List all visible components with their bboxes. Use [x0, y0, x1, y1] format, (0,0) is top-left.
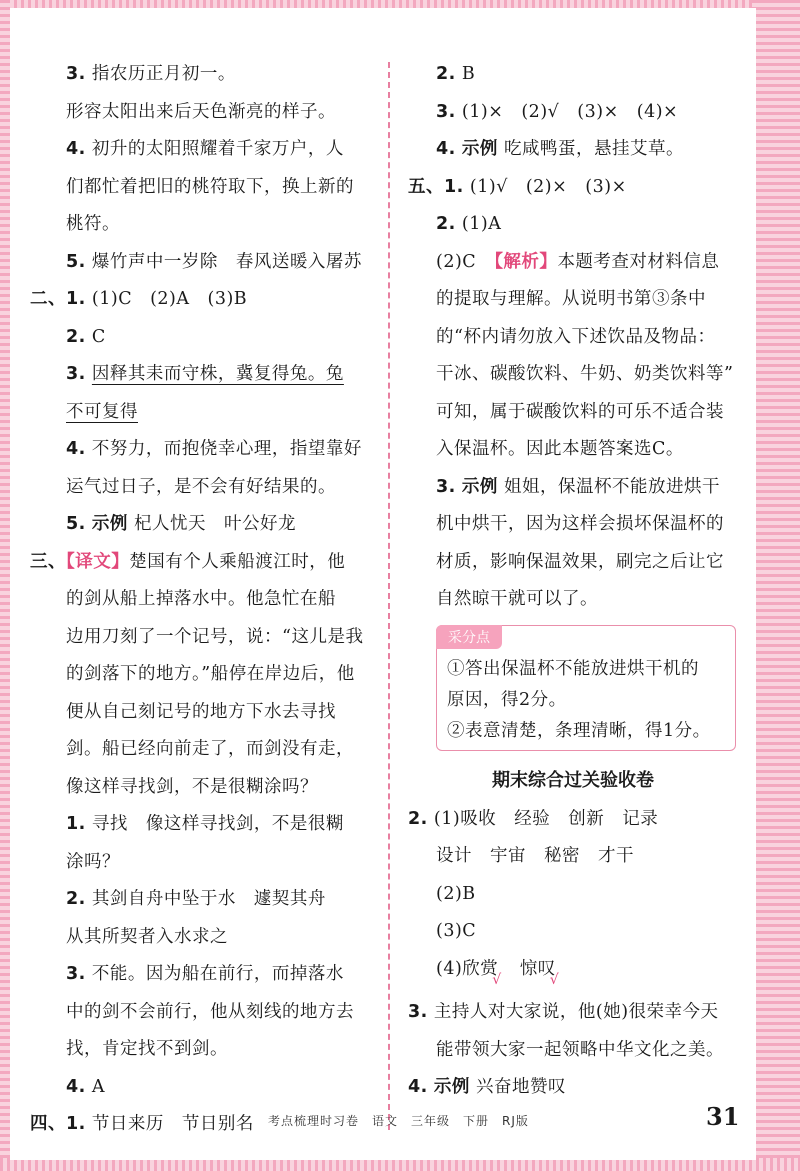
answer-line: 设计 宇宙 秘密 才干 — [436, 846, 634, 866]
answer-line: 1. 寻找 像这样寻找剑，不是很糊 — [66, 814, 344, 834]
answer-line: 干冰、碳酸饮料、牛奶、奶类饮料等” — [436, 364, 734, 384]
section-three-line: 三、【译文】楚国有个人乘船渡江时，他 — [30, 551, 346, 572]
check-mark-icon: √ — [492, 971, 502, 988]
answer-line: 入保温杯。因此本题答案选C。 — [436, 439, 684, 459]
answer-line: 4. 初升的太阳照耀着千家万户，人 — [66, 139, 344, 159]
answer-line: 2. B — [436, 64, 476, 84]
answer-line: 能带领大家一起领略中华文化之美。 — [436, 1039, 724, 1060]
answer-line: 3. 指农历正月初一。 — [66, 64, 236, 84]
answer-line: 涂吗？ — [66, 851, 120, 872]
answer-line: 3. (1)× (2)√ (3)× (4)× — [436, 101, 679, 122]
answer-line: 材质，影响保温效果，刷完之后让它 — [436, 551, 724, 572]
section-label: 二、 — [30, 289, 66, 309]
section-five-line: 五、1. (1)√ (2)× (3)× — [408, 176, 627, 197]
answer-line: 4. 示例 兴奋地赞叹 — [408, 1077, 566, 1097]
answer-line: 的“杯内请勿放入下述饮品及物品： — [436, 326, 716, 347]
answer-line: 中的剑不会前行，他从刻线的地方去 — [66, 1001, 354, 1022]
answer-line: 2. 其剑自舟中坠于水 遽契其舟 — [66, 889, 326, 909]
answer-line: 3. 因释其耒而守株，冀复得兔。兔 — [66, 364, 344, 384]
answer-line: 桃符。 — [66, 214, 120, 234]
answer-line: 5. 示例 杞人忧天 叶公好龙 — [66, 514, 296, 534]
answer-line: (4)欣赏$_√$ 惊叹$_√$ — [436, 958, 560, 988]
analysis-tag: 【解析】 — [494, 251, 558, 272]
column-divider — [388, 62, 390, 1130]
answer-line: 2. (1)吸收 经验 创新 记录 — [408, 808, 659, 829]
answer-line: 4. A — [66, 1076, 106, 1097]
section-four-line: 四、1. 节日来历 节日别名 — [30, 1114, 254, 1134]
answer-line: 找，肯定找不到剑。 — [66, 1039, 228, 1059]
answer-line: 便从自己刻记号的地方下水去寻找 — [66, 701, 336, 722]
answer-line: 2. C — [66, 326, 106, 347]
answer-line: 形容太阳出来后天色渐亮的样子。 — [66, 101, 336, 122]
answer-line: 像这样寻找剑，不是很糊涂吗？ — [66, 776, 318, 797]
answer-line: 4. 不努力，而抱侥幸心理，指望靠好 — [66, 439, 362, 459]
answer-line: 的提取与理解。从说明书第③条中 — [436, 289, 706, 309]
scoring-point: 原因，得2分。 — [447, 689, 567, 710]
answer-line: 的剑从船上掉落水中。他急忙在船 — [66, 589, 336, 609]
decorative-border-left — [0, 0, 10, 1171]
check-mark-icon: √ — [549, 971, 560, 988]
section-label: 五、 — [408, 176, 444, 197]
answer-line: 3. 不能。因为船在前行，而掉落水 — [66, 964, 344, 984]
section-title: 期末综合过关验收卷 — [492, 769, 654, 791]
answer-line: (2)C 【解析】本题考查对材料信息 — [436, 251, 720, 272]
answer-line: 从其所契者入水求之 — [66, 926, 228, 947]
answer-line: 不可复得 — [66, 401, 138, 422]
answer-line: 自然晾干就可以了。 — [436, 589, 598, 609]
answer-line: 机中烘干，因为这样会损坏保温杯的 — [436, 514, 724, 534]
answer-line: 可知，属于碳酸饮料的可乐不适合装 — [436, 401, 724, 422]
section-two-line: 二、1. (1)C (2)A (3)B — [30, 289, 248, 309]
scoring-points-box — [436, 625, 736, 751]
section-label: 四、 — [30, 1114, 66, 1134]
page-number: 31 — [706, 1102, 740, 1131]
answer-line: (2)B — [436, 883, 476, 904]
answer-line: 们都忙着把旧的桃符取下，换上新的 — [66, 176, 354, 197]
answer-line: 5. 爆竹声中一岁除 春风送暖入屠苏 — [66, 251, 362, 272]
section-label: 三、 — [30, 551, 66, 572]
answer-line: 剑。船已经向前走了，而剑没有走， — [66, 739, 354, 759]
answer-line: 2. (1)A — [436, 214, 502, 234]
answer-line: 运气过日子，是不会有好结果的。 — [66, 476, 336, 497]
scoring-points-label: 采分点 — [436, 625, 502, 649]
answer-line: 的剑落下的地方。”船停在岸边后，他 — [66, 664, 355, 684]
answer-line: 边用刀刻了一个记号，说：“这儿是我 — [66, 626, 364, 647]
scoring-point: ②表意清楚，条理清晰，得1分。 — [447, 720, 711, 741]
decorative-border-right — [752, 0, 800, 1171]
answer-line: 3. 主持人对大家说，他(她)很荣幸今天 — [408, 1002, 719, 1022]
left-column — [30, 56, 380, 1144]
page-footer: 考点梳理时习卷 语文 三年级 下册 RJ版 — [268, 1114, 529, 1128]
answer-line: 3. 示例 姐姐，保温杯不能放进烘干 — [436, 476, 720, 497]
answer-line: 4. 示例 吃咸鸭蛋，悬挂艾草。 — [436, 139, 684, 159]
translation-tag: 【译文】 — [66, 551, 130, 572]
scoring-point: ①答出保温杯不能放进烘干机的 — [447, 658, 699, 679]
right-column — [408, 56, 738, 1107]
answer-line: (3)C — [436, 921, 477, 941]
